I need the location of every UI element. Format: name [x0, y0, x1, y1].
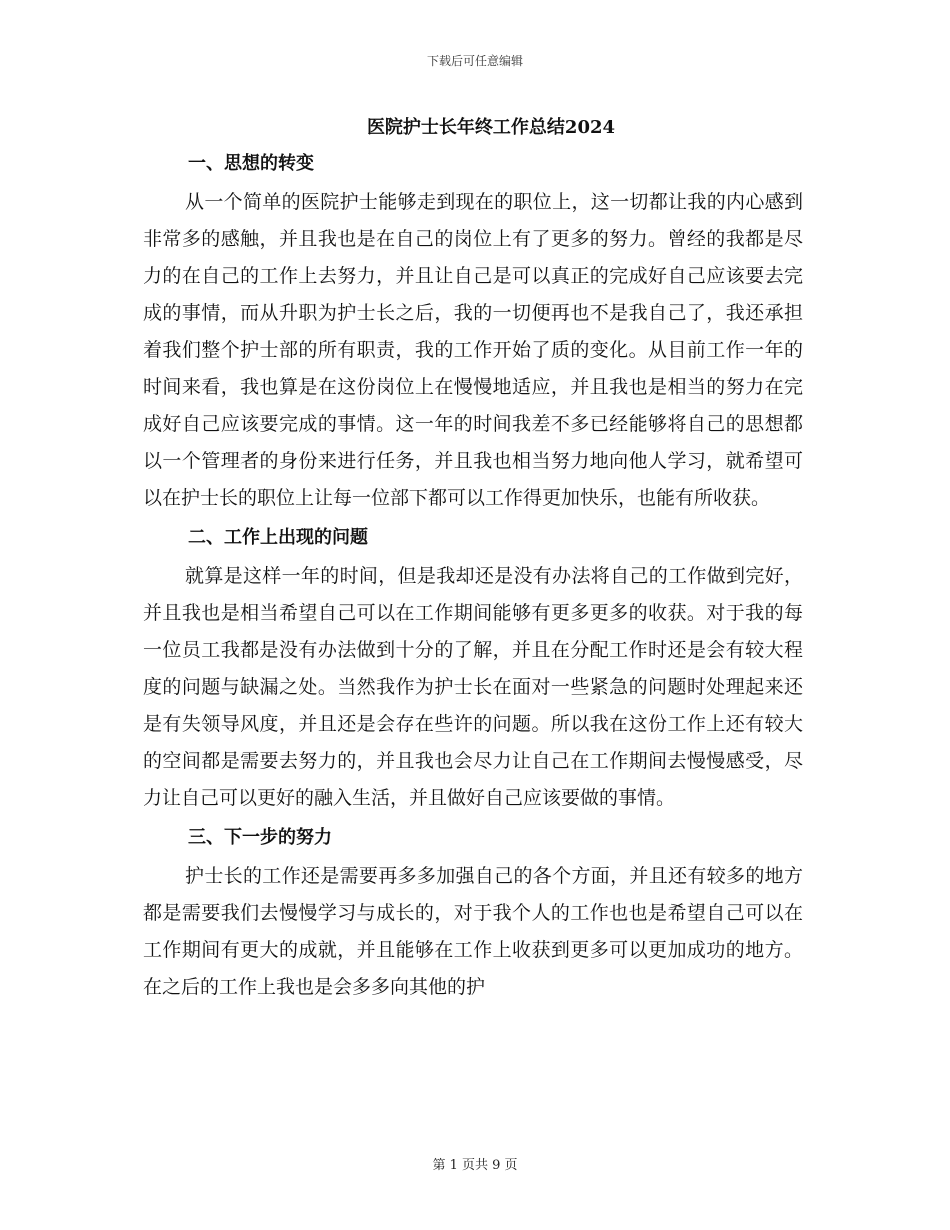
- section-paragraph: 就算是这样一年的时间，但是我却还是没有办法将自己的工作做到完好，并且我也是相当希望自己可以在工作期间能够有更多更多的收获。对于我的每一位员工我都是没有办法做到十分的了解，并且在分配工作时还是会有较大程度的问题与缺漏之处。当然我作为护士长在面对一些紧急的问题时处理起来还是有失领导风度，并且还是会存在些许的问题。所以我在这份工作上还有较大的空间都是需要去努力的，并且我也会尽力让自己在工作期间去慢慢感受，尽力让自己可以更好的融入生活，并且做好自己应该要做的事情。: [143, 565, 803, 809]
- document-body: [143, 114, 803, 1006]
- section-paragraph: 从一个简单的医院护士能够走到现在的职位上，这一切都让我的内心感到非常多的感触，并且我也是在自己的岗位上有了更多的努力。曾经的我都是尽力的在自己的工作上去努力，并且让自己是可以真正的完成好自己应该要去完成的事情，而从升职为护士长之后，我的一切便再也不是我自己了，我还承担着我们整个护士部的所有职责，我的工作开始了质的变化。从目前工作一年的时间来看，我也算是在这份岗位上在慢慢地适应，并且我也是相当的努力在完成好自己应该要完成的事情。这一年的时间我差不多已经能够将自己的思想都以一个管理者的身份来进行任务，并且我也相当努力地向他人学习，就希望可以在护士长的职位上让每一位部下都可以工作得更加快乐，也能有所收获。: [143, 191, 803, 509]
- section-heading: 二、工作上出现的问题: [188, 527, 368, 548]
- section-next-steps: [143, 818, 803, 1006]
- section-heading: 一、思想的转变: [188, 153, 314, 174]
- section-paragraph: 护士长的工作还是需要再多多加强自己的各个方面，并且还有较多的地方都是需要我们去慢慢学习与成长的，对于我个人的工作也也是希望自己可以在工作期间有更大的成就，并且能够在工作上收获到更多可以更加成功的地方。在之后的工作上我也是会多多向其他的护: [143, 865, 803, 998]
- section-thought-change: [143, 144, 803, 517]
- document-title: 医院护士长年终工作总结2024: [366, 117, 616, 138]
- page-footer: 第 1 页共 9 页: [432, 1158, 518, 1173]
- page-header: 下载后可任意编辑: [426, 54, 523, 68]
- section-work-problems: [143, 518, 803, 817]
- section-heading: 三、下一步的努力: [188, 827, 332, 848]
